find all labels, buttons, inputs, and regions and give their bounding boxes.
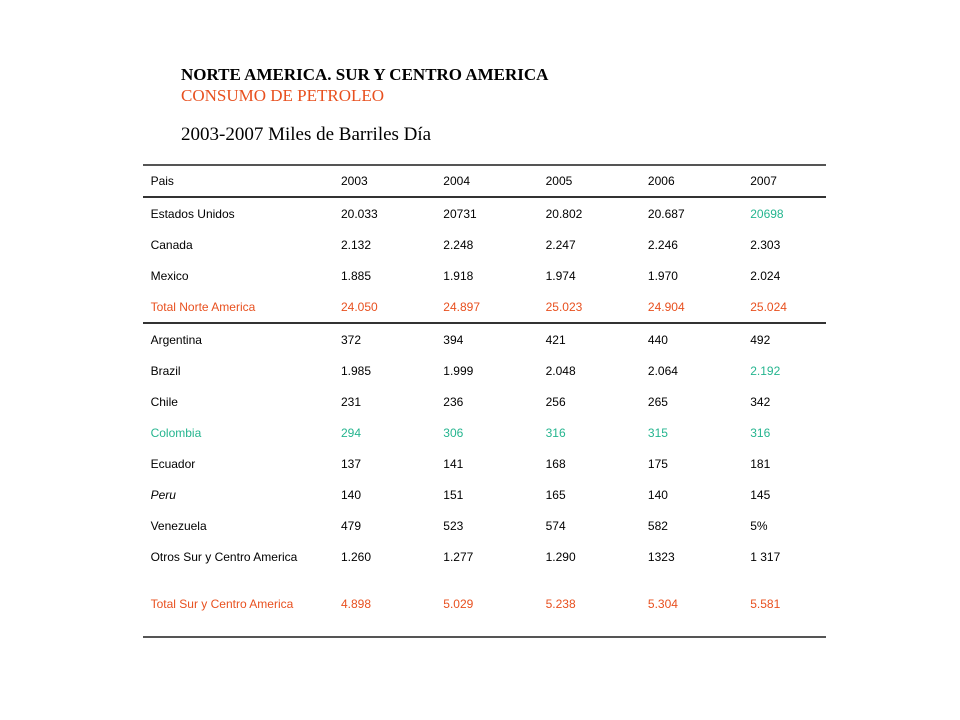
table-cell: 421 xyxy=(545,332,566,347)
row-label: Chile xyxy=(150,394,178,409)
header-2003: 2003 xyxy=(340,174,368,188)
table-cell: 25.023 xyxy=(545,299,583,314)
table-cell: 372 xyxy=(340,332,362,347)
table-cell: 2.246 xyxy=(647,237,678,252)
table-cell: 5.238 xyxy=(545,597,576,611)
table-cell: 1.918 xyxy=(443,268,474,283)
table-cell: 2.132 xyxy=(340,237,372,252)
table-cell: 140 xyxy=(647,487,668,502)
table-row-total-sur-centro-america xyxy=(143,572,826,638)
table-cell: 316 xyxy=(750,425,771,440)
table-cell: 140 xyxy=(340,487,362,502)
table-row-colombia xyxy=(143,417,826,448)
table-cell: 1.999 xyxy=(443,363,474,378)
table-cell: 1.970 xyxy=(647,268,678,283)
row-label: Total Sur y Centro America xyxy=(150,597,294,611)
header-pais: Pais xyxy=(150,174,174,188)
table-cell: 479 xyxy=(340,518,362,533)
title-line-2: CONSUMO DE PETROLEO xyxy=(181,86,385,105)
table-cell: 5% xyxy=(750,518,768,533)
table-row xyxy=(143,510,826,541)
table-cell: 175 xyxy=(647,456,668,471)
table-cell: 145 xyxy=(750,487,771,502)
table-cell: 2.024 xyxy=(750,268,781,283)
table-cell: 24.904 xyxy=(647,299,685,314)
title-block xyxy=(181,64,548,146)
header-2006: 2006 xyxy=(647,174,675,188)
table-cell: 5.029 xyxy=(443,597,474,611)
table-cell: 24.050 xyxy=(340,299,378,314)
table-cell: 165 xyxy=(545,487,566,502)
table-cell: 1.277 xyxy=(443,549,474,564)
table-cell: 5.304 xyxy=(647,597,678,611)
table-cell: 2.064 xyxy=(647,363,678,378)
table-cell: 394 xyxy=(443,332,464,347)
table-cell: 582 xyxy=(647,518,668,533)
table-cell: 20.033 xyxy=(340,206,378,221)
table-cell: 342 xyxy=(750,394,771,409)
table-row xyxy=(143,541,826,572)
table-cell: 256 xyxy=(545,394,566,409)
table-cell: 1.290 xyxy=(545,549,576,564)
table-cell: 20731 xyxy=(443,206,477,221)
table-cell: 2.247 xyxy=(545,237,576,252)
table-cell: 2.048 xyxy=(545,363,576,378)
header-2004: 2004 xyxy=(443,174,470,188)
table-row xyxy=(143,479,826,510)
table-cell: 1 317 xyxy=(750,549,781,564)
table-row-total-norte-america xyxy=(143,291,826,324)
row-label: Peru xyxy=(150,487,176,502)
table-cell: 25.024 xyxy=(750,299,787,314)
table-cell: 236 xyxy=(443,394,464,409)
table-cell: 492 xyxy=(750,332,771,347)
title-line-1: NORTE AMERICA. SUR Y CENTRO AMERICA xyxy=(181,65,549,84)
table-cell: 1323 xyxy=(647,549,675,564)
row-label: Brazil xyxy=(150,363,181,378)
row-label: Colombia xyxy=(150,425,202,440)
table-cell: 20.802 xyxy=(545,206,583,221)
table-cell: 1.885 xyxy=(340,268,372,283)
table-cell: 574 xyxy=(545,518,566,533)
table-row xyxy=(143,355,826,386)
table-cell: 316 xyxy=(545,425,566,440)
table-cell: 181 xyxy=(750,456,771,471)
row-label: Total Norte America xyxy=(150,299,256,314)
row-label: Canada xyxy=(150,237,193,252)
table-cell: 168 xyxy=(545,456,566,471)
table-cell: 4.898 xyxy=(340,597,372,611)
table-cell: 306 xyxy=(443,425,464,440)
table-cell: 5.581 xyxy=(750,597,781,611)
table-row xyxy=(143,386,826,417)
table-cell: 2.303 xyxy=(750,237,781,252)
table-row xyxy=(143,324,826,355)
table-cell: 2.192 xyxy=(750,363,781,378)
table-cell: 20698 xyxy=(750,206,784,221)
table-cell: 1.985 xyxy=(340,363,372,378)
table-cell: 265 xyxy=(647,394,668,409)
row-label: Mexico xyxy=(150,268,189,283)
table-row xyxy=(143,229,826,260)
table-cell: 20.687 xyxy=(647,206,685,221)
table-cell: 294 xyxy=(340,425,362,440)
table-cell: 523 xyxy=(443,518,464,533)
table-row xyxy=(143,260,826,291)
table-cell: 141 xyxy=(443,456,464,471)
row-label: Argentina xyxy=(150,332,202,347)
row-label: Estados Unidos xyxy=(150,206,235,221)
table-cell: 440 xyxy=(647,332,668,347)
table-cell: 1.974 xyxy=(545,268,576,283)
header-2007: 2007 xyxy=(750,174,777,188)
subtitle: 2003-2007 Miles de Barriles Día xyxy=(181,124,432,145)
table-cell: 24.897 xyxy=(443,299,480,314)
table-cell: 1.260 xyxy=(340,549,372,564)
table-header-row xyxy=(143,164,826,198)
header-2005: 2005 xyxy=(545,174,573,188)
table-cell: 315 xyxy=(647,425,668,440)
table-row xyxy=(143,448,826,479)
table-row xyxy=(143,198,826,229)
table-cell: 137 xyxy=(340,456,362,471)
table-cell: 151 xyxy=(443,487,464,502)
row-label: Venezuela xyxy=(150,518,207,533)
oil-consumption-table xyxy=(143,164,826,638)
row-label: Ecuador xyxy=(150,456,196,471)
row-label: Otros Sur y Centro America xyxy=(150,549,298,564)
table-cell: 2.248 xyxy=(443,237,474,252)
table-cell: 231 xyxy=(340,394,362,409)
